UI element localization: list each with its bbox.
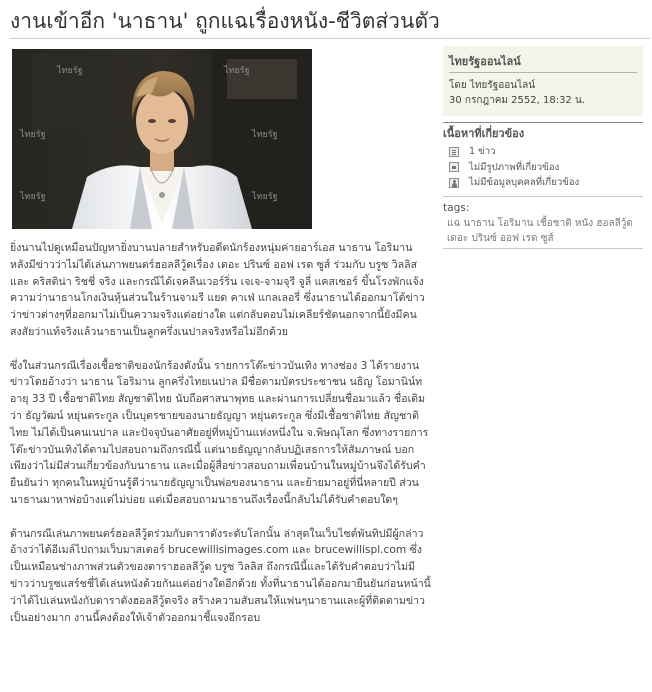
photo-watermark: ไทยรัฐ — [20, 192, 46, 202]
tags-heading: tags: — [443, 201, 470, 214]
article-photo — [12, 49, 312, 229]
article-body — [10, 240, 432, 643]
photo-watermark: ไทยรัฐ — [57, 66, 83, 76]
headline-divider — [10, 38, 650, 39]
article-paragraph: ยิ่งนานไปดูเหมือนปัญหายิ่งบานปลายสำหรับอดีตนักร้องหนุ่มค่ายอาร์เอส นาธาน โอริมาน หลังมีข่าวว่าไม่ได้เล่นภาพยนตร์ฮอลลีวู้ดเรื่อง เดอะ ปรินซ์ ออฟ เรด ซูส์ ร่วมกับ บรูซ วิลลิส และ คริสติน่า ริชชี่ จริง และกรณีได้เจคลีนเวอร์ริ่น เจเจ-จามจุรี จูลี่ แคสเซอร์ ขึ้นโรงพักแจ้งความว่านาธานโกงเงินหุ้นส่วนในร้านจามรี แยด คาเฟ่ แกลเลอรี่ ซึ่งนาธานได้ออกมาโต้ข่าวว่าข่าวต่างๆที่ออกมาไม่เป็นความจริงแต่อย่างใด แต่กลับตอบไม่เคลียร์ชัดนอกจากนี้ยังมีคนสงสัยว่าแท้จริงแล้วนาธานเป็นลูกครึ่งเนปาลจริงหรือไม่อีกด้วย — [10, 242, 425, 338]
camera-icon — [449, 162, 459, 172]
related-item-news[interactable] — [449, 144, 643, 160]
headline: งานเข้าอีก 'นาธาน' ถูกแฉเรื่องหนัง-ชีวิตส่วนตัว — [10, 9, 440, 33]
sidebar-divider — [443, 248, 643, 249]
related-item-photos — [449, 160, 643, 176]
source-byline: โดย ไทยรัฐออนไลน์ — [449, 80, 536, 91]
source-title[interactable]: ไทยรัฐออนไลน์ — [449, 52, 637, 73]
related-item-label: 1 ข่าว — [469, 146, 496, 157]
source-date: 30 กรกฎาคม 2552, 18:32 น. — [449, 95, 585, 106]
news-icon — [449, 147, 459, 157]
source-meta — [449, 78, 637, 108]
photo-watermark: ไทยรัฐ — [252, 130, 278, 140]
photo-watermark: ไทยรัฐ — [20, 130, 46, 140]
article-paragraph: ด้านกรณีเล่นภาพยนตร์ฮอลลีวู้ดร่วมกับดาราดังระดับโลกนั้น ล่าสุดในเว็บไซต์พันทิปมีผู้กล่าวอ้างว่าได้อีเมล์ไปถามเว็บมาสเตอร์ brucewillisimages.com และ brucewillispl.com ซึ่งเป็นเหมือนช่างภาพส่วนตัวของดาราฮอลลีวู้ด บรูซ วิลลิส ถึงกรณีนี้และได้รับคำตอบว่าไม่มีข่าวว่าบรูซแสร์ชชี่ได้เล่นหนังด้วยกันแต่อย่างใดอีกด้วย ทั้งที่นาธานได้ออกมายืนยันก่อนหน้านี้ว่าได้ไปเล่นหนังกับดาราดังฮอลลีวู้ดจริง สร้างความสับสนให้แฟนๆนาธานและผู้ที่ติดตามข่าวเป็นอย่างมาก งานนี้คงต้องให้เจ้าตัวออกมาชี้แจงอีกรอบ — [10, 527, 431, 624]
article-paragraph: ซึ่งในส่วนกรณีเรื่องเชื้อชาติของนักร้องดังนั้น รายการโต๊ะข่าวบันเทิง ทางช่อง 3 ได้รายงานข่าวโดยอ้างว่า นาธาน โอริมาน ลูกครึ่งไทยเนปาล มีชื่อตามบัตรประชาชน นธิญ โอมานิน์ท อายุ 33 ปี เชื้อชาติไทย สัญชาติไทย นับถือศาสนาพุทธ และผ่านการเปลี่ยนชื่อมาแล้ว ชื่อเดิมว่า ธัญวัฒน์ หยุ่นตระกูล เป็นบุตรชายของนายธัญญา หยุ่นตระกูล ซึ่งมีเชื้อชาติไทย สัญชาติไทย ไม่ได้เป็นคนเนปาล และปัจจุบันอาศัยอยู่ที่หมู่บ้านแห่งหนึ่งใน จ.พิษณุโลก ซึ่งทางรายการโต๊ะข่าวบันเทิงได้ตามไปสอบถามถึงกรณีนี้ แต่นายธัญญากลับปฏิเสธการให้สัมภาษณ์ บอกเพียงว่าไม่มีส่วนเกี่ยวข้องกับนาธาน และเมื่อผู้สื่อข่าวสอบถามเพื่อนบ้านในหมู่บ้านจึงได้รับคำยืนยันว่า ทุกคนในหมู่บ้านรู้ดีว่านายธัญญาเป็นพ่อของนาธาน และย้ายมาอยู่ที่นี่หลายปี ส่วนนาธานมาหาพ่อบ้างแต่ไม่บ่อย แต่เมื่อสอบถามนาธานถึงเรื่องนี้กลับไม่ได้รับคำตอบใดๆ — [10, 359, 429, 506]
sidebar — [443, 46, 643, 249]
related-item-label: ไม่มีรูปภาพที่เกี่ยวข้อง — [469, 161, 560, 173]
tags-list[interactable]: แฉ นาธาน โอริมาน เชื้อชาติ หนัง ฮอลลีวู้ด เดอะ ปรินซ์ ออฟ เรด ซูส์ — [447, 217, 633, 244]
related-heading: เนื้อหาที่เกี่ยวข้อง — [443, 122, 643, 142]
sidebar-divider — [443, 196, 643, 197]
photo-watermark: ไทยรัฐ — [224, 66, 250, 76]
related-item-people — [449, 175, 643, 191]
related-list — [449, 144, 643, 191]
photo-watermark: ไทยรัฐ — [252, 192, 278, 202]
related-item-label: ไม่มีข้อมูลบุคคลที่เกี่ยวข้อง — [469, 177, 580, 188]
article-photo-image — [12, 49, 312, 229]
source-box — [443, 46, 643, 116]
person-icon — [449, 178, 459, 188]
